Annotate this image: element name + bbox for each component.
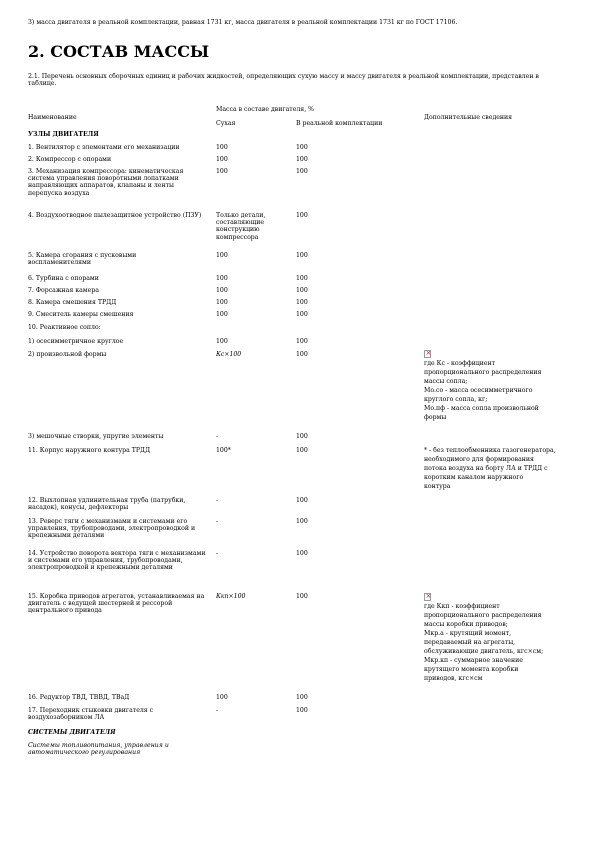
table-row-real: 100 bbox=[296, 144, 308, 151]
note-casing-3: коротким каналом наружного bbox=[424, 474, 524, 481]
group-heading-systems: СИСТЕМЫ ДВИГАТЕЛЯ bbox=[28, 729, 116, 736]
intro-paragraph: 2.1. Перечень основных сборочных единиц и рабочих жидкостей, определяющих сухую массу и массу двигателя в реальной комплектации, представлен в таблице. bbox=[28, 73, 539, 88]
table-row-real: 100 bbox=[296, 212, 308, 219]
table-row-name: 3. Механизация компрессора: кинематическая система управления поворотными лопатками направляющих аппаратов, клапаны и ленты перепуска воздуха bbox=[28, 168, 184, 197]
note-gearbox-8: приводов, кгс×см bbox=[424, 675, 483, 682]
table-row-name: 14. Устройство поворота вектора тяги с механизмами и системами его управления, трубопроводами, электропроводкой и крепежными деталями bbox=[28, 550, 206, 572]
note-casing-1: необходимого для формирования bbox=[424, 456, 534, 463]
table-row-name: 11. Корпус наружного контура ТРДД bbox=[28, 447, 151, 454]
table-row-real: 100 bbox=[296, 252, 308, 259]
table-row-name: 9. Смеситель камеры смешения bbox=[28, 311, 134, 318]
table-row-real: 100 bbox=[296, 593, 308, 600]
table-row-dry: 100 bbox=[216, 311, 228, 318]
table-row-dry: Ккп×100 bbox=[216, 593, 246, 600]
note-gearbox-2: массы коробки приводов; bbox=[424, 621, 508, 628]
table-row-real: 100 bbox=[296, 447, 308, 454]
note-nozzle-4: круглого сопла, кг; bbox=[424, 396, 488, 403]
table-row-real: 100 bbox=[296, 275, 308, 282]
table-row-name: 2) произвольной формы bbox=[28, 351, 107, 358]
note-nozzle-6: формы bbox=[424, 414, 447, 421]
note-casing-2: потока воздуха на борту ЛА и ТРДД с bbox=[424, 465, 548, 472]
systems-subheading: Системы топливопитания, управления и автоматического регулирования bbox=[28, 742, 169, 757]
table-row-real: 100 bbox=[296, 351, 308, 358]
table-row-dry: 100 bbox=[216, 694, 228, 701]
table-row-dry: 100 bbox=[216, 252, 228, 259]
table-row-name: 13. Реверс тяги с механизмами и системами его управления, трубопроводами, электропроводкой и крепежными деталями bbox=[28, 518, 196, 540]
table-row-real: 100 bbox=[296, 433, 308, 440]
table-row-name: 12. Выхлопная удлинительная труба (патрубки, насадок), конусы, дефлекторы bbox=[28, 497, 186, 512]
table-row-real: 100 bbox=[296, 311, 308, 318]
table-row-dry: - bbox=[216, 518, 219, 525]
note-casing-0: * - без теплообменника газогенератора, bbox=[424, 447, 556, 454]
table-row-dry: 100 bbox=[216, 144, 228, 151]
header-extra: Дополнительные сведения bbox=[424, 114, 513, 121]
table-row-real: 100 bbox=[296, 299, 308, 306]
table-row-real: 100 bbox=[296, 156, 308, 163]
header-mass-group: Масса в составе двигателя, % bbox=[216, 106, 315, 113]
note-gearbox-5: обслуживающие двигатель, кгс×см; bbox=[424, 648, 544, 655]
table-row-dry: 100 bbox=[216, 275, 228, 282]
note-nozzle-2: массы сопла; bbox=[424, 378, 468, 385]
table-row-name: 10. Реактивное сопло: bbox=[28, 324, 101, 331]
table-row-dry: Только детали, составляющие конструкцию компрессора bbox=[216, 212, 266, 241]
table-row-real: 100 bbox=[296, 550, 308, 557]
section-title: 2. СОСТАВ МАССЫ bbox=[28, 42, 210, 61]
broken-image-icon bbox=[424, 350, 431, 358]
note-gearbox-1: пропорционального распределения bbox=[424, 612, 542, 619]
note-nozzle-1: пропорционального распределения bbox=[424, 369, 542, 376]
table-row-name: 2. Компрессор с опорами bbox=[28, 156, 112, 163]
note-gearbox-0: где Ккп - коэффициент bbox=[424, 603, 500, 610]
table-row-dry: - bbox=[216, 550, 219, 557]
note-gearbox-3: Мкр.а - крутящий момент, bbox=[424, 630, 512, 637]
group-heading-nodes: УЗЛЫ ДВИГАТЕЛЯ bbox=[28, 131, 99, 138]
note-nozzle-5: Мо.пф - масса сопла произвольной bbox=[424, 405, 539, 412]
table-row-name: 6. Турбина с опорами bbox=[28, 275, 99, 282]
top-line: 3) масса двигателя в реальной комплектации, равная 1731 кг, масса двигателя в реальной комплектации 1731 кг по ГОСТ 17106. bbox=[28, 19, 458, 26]
table-row-real: 100 bbox=[296, 497, 308, 504]
note-gearbox-7: крутящего момента коробки bbox=[424, 666, 519, 673]
table-row-dry: 100* bbox=[216, 447, 231, 454]
table-row-real: 100 bbox=[296, 694, 308, 701]
table-row-real: 100 bbox=[296, 707, 308, 714]
table-row-dry: Кс×100 bbox=[216, 351, 242, 358]
note-nozzle-3: Мо.со - масса осесимметричного bbox=[424, 387, 533, 394]
note-gearbox-4: передаваемый на агрегаты, bbox=[424, 639, 516, 646]
table-row-real: 100 bbox=[296, 168, 308, 175]
table-row-dry: - bbox=[216, 707, 219, 714]
table-row-name: 16. Редуктор ТВД, ТВВД, ТВаД bbox=[28, 694, 130, 701]
table-row-dry: 100 bbox=[216, 168, 228, 175]
table-row-name: 15. Коробка приводов агрегатов, устанавливаемая на двигатель с ведущей шестерней и рессорой центрального привода bbox=[28, 593, 205, 615]
table-row-name: 8. Камера смешения ТРДД bbox=[28, 299, 117, 306]
header-name: Наименование bbox=[28, 114, 77, 121]
table-row-real: 100 bbox=[296, 287, 308, 294]
table-row-dry: - bbox=[216, 497, 219, 504]
table-row-dry: 100 bbox=[216, 338, 228, 345]
table-row-real: 100 bbox=[296, 338, 308, 345]
table-row-dry: - bbox=[216, 433, 219, 440]
table-row-name: 1. Вентилятор с элементами его механизации bbox=[28, 144, 180, 151]
table-row-name: 7. Форсажная камера bbox=[28, 287, 99, 294]
table-row-dry: 100 bbox=[216, 156, 228, 163]
note-casing-4: контура bbox=[424, 483, 451, 490]
header-dry: Сухая bbox=[216, 120, 236, 127]
table-row-name: 4. Воздухоотводное пылезащитное устройство (ПЗУ) bbox=[28, 212, 202, 219]
table-row-name: 1) осесимметричное круглое bbox=[28, 338, 124, 345]
table-row-name: 17. Переходник стыковки двигателя с воздухозаборником ЛА bbox=[28, 707, 154, 722]
note-gearbox-6: Мкр.кп - суммарное значение bbox=[424, 657, 523, 664]
note-nozzle-0: где Кс - коэффициент bbox=[424, 360, 496, 367]
table-row-dry: 100 bbox=[216, 287, 228, 294]
table-row-name: 5. Камера сгорания с пусковыми воспламенителями bbox=[28, 252, 137, 267]
table-row-dry: 100 bbox=[216, 299, 228, 306]
table-row-name: 3) мешочные створки, упругие элементы bbox=[28, 433, 164, 440]
table-row-real: 100 bbox=[296, 518, 308, 525]
header-real: В реальной комплектации bbox=[296, 120, 383, 127]
broken-image-icon bbox=[424, 593, 431, 601]
